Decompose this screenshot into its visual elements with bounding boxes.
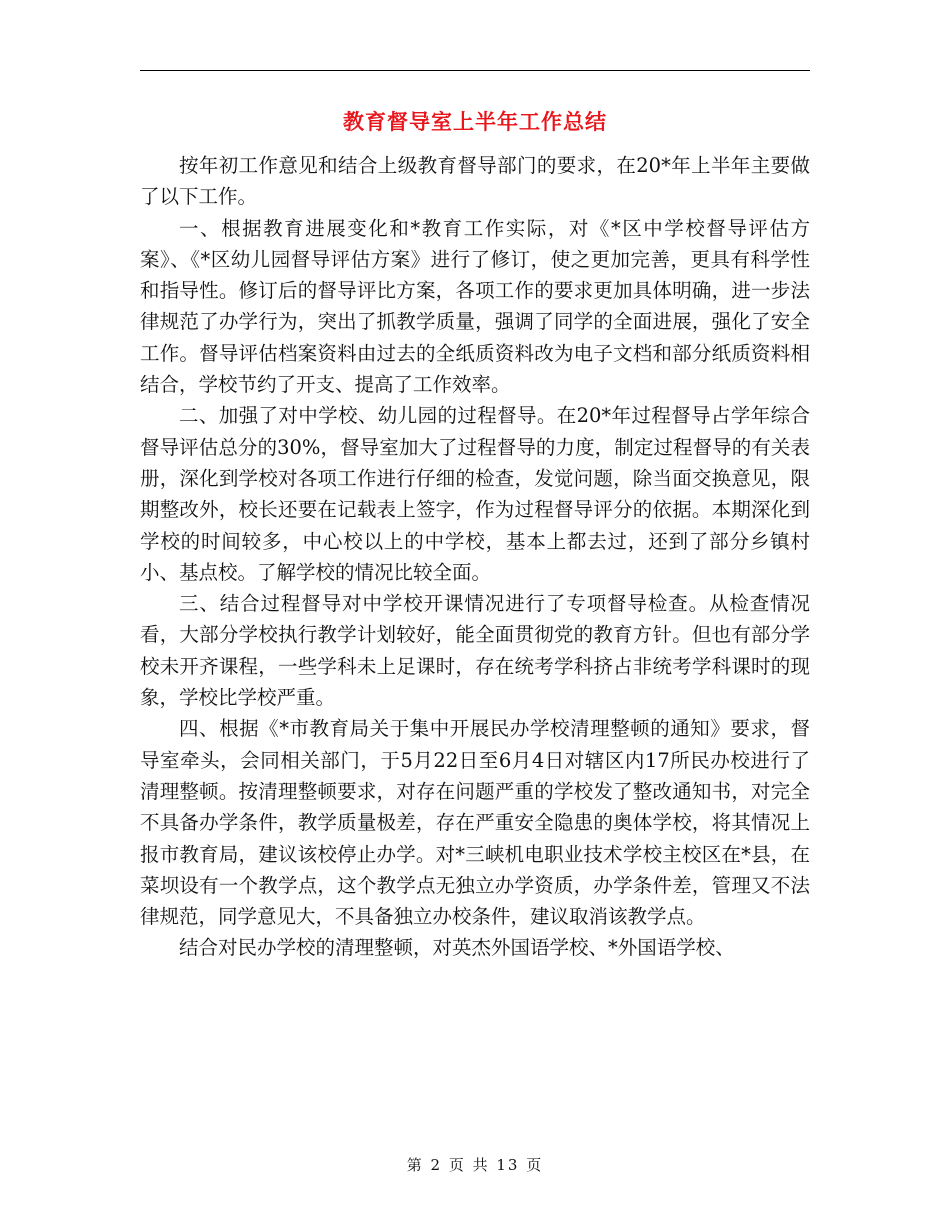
- paragraph-section-3: 三、结合过程督导对中学校开课情况进行了专项督导检查。从检查情况看，大部分学校执行教学计划较好，能全面贯彻党的教育方针。但也有部分学校未开齐课程，一些学科未上足课时，存在统考学科挤占非统考学科课时的现象，学校比学校严重。: [140, 592, 810, 710]
- document-body: [140, 150, 810, 964]
- paragraph-intro: 按年初工作意见和结合上级教育督导部门的要求，在20*年上半年主要做了以下工作。: [140, 154, 810, 209]
- header-rule: [140, 70, 810, 71]
- paragraph-section-2: 二、加强了对中学校、幼儿园的过程督导。在20*年过程督导占学年综合督导评估总分的30%，督导室加大了过程督导的力度，制定过程督导的有关表册，深化到学校对各项工作进行仔细的检查，发觉问题，除当面交换意见，限期整改外，校长还要在记载表上签字，作为过程督导评分的依据。本期深化到学校的时间较多，中心校以上的中学校，基本上都去过，还到了部分乡镇村小、基点校。了解学校的情况比较全面。: [140, 404, 810, 584]
- paragraph-section-4: 四、根据《*市教育局关于集中开展民办学校清理整顿的通知》要求，督导室牵头，会同相关部门，于5月22日至6月4日对辖区内17所民办校进行了清理整顿。按清理整顿要求，对存在问题严重的学校发了整改通知书，对完全不具备办学条件，教学质量极差，存在严重安全隐患的奥体学校，将其情况上报市教育局，建议该校停止办学。对*三峡机电职业技术学校主校区在*县，在菜坝设有一个教学点，这个教学点无独立办学资质，办学条件差，管理又不法律规范，同学意见大，不具备独立办校条件，建议取消该教学点。: [140, 717, 810, 929]
- document-title: 教育督导室上半年工作总结: [343, 109, 607, 134]
- paragraph-section-1: 一、根据教育进展变化和*教育工作实际，对《*区中学校督导评估方案》、《*区幼儿园督导评估方案》进行了修订，使之更加完善，更具有科学性和指导性。修订后的督导评比方案，各项工作的要求更加具体明确，进一步法律规范了办学行为，突出了抓教学质量，强调了同学的全面进展，强化了安全工作。督导评估档案资料由过去的全纸质资料改为电子文档和部分纸质资料相结合，学校节约了开支、提高了工作效率。: [140, 216, 810, 397]
- page-footer: 第 2 页 共 13 页: [406, 1156, 544, 1174]
- paragraph-continuation: 结合对民办学校的清理整顿，对英杰外国语学校、*外国语学校、: [179, 936, 735, 960]
